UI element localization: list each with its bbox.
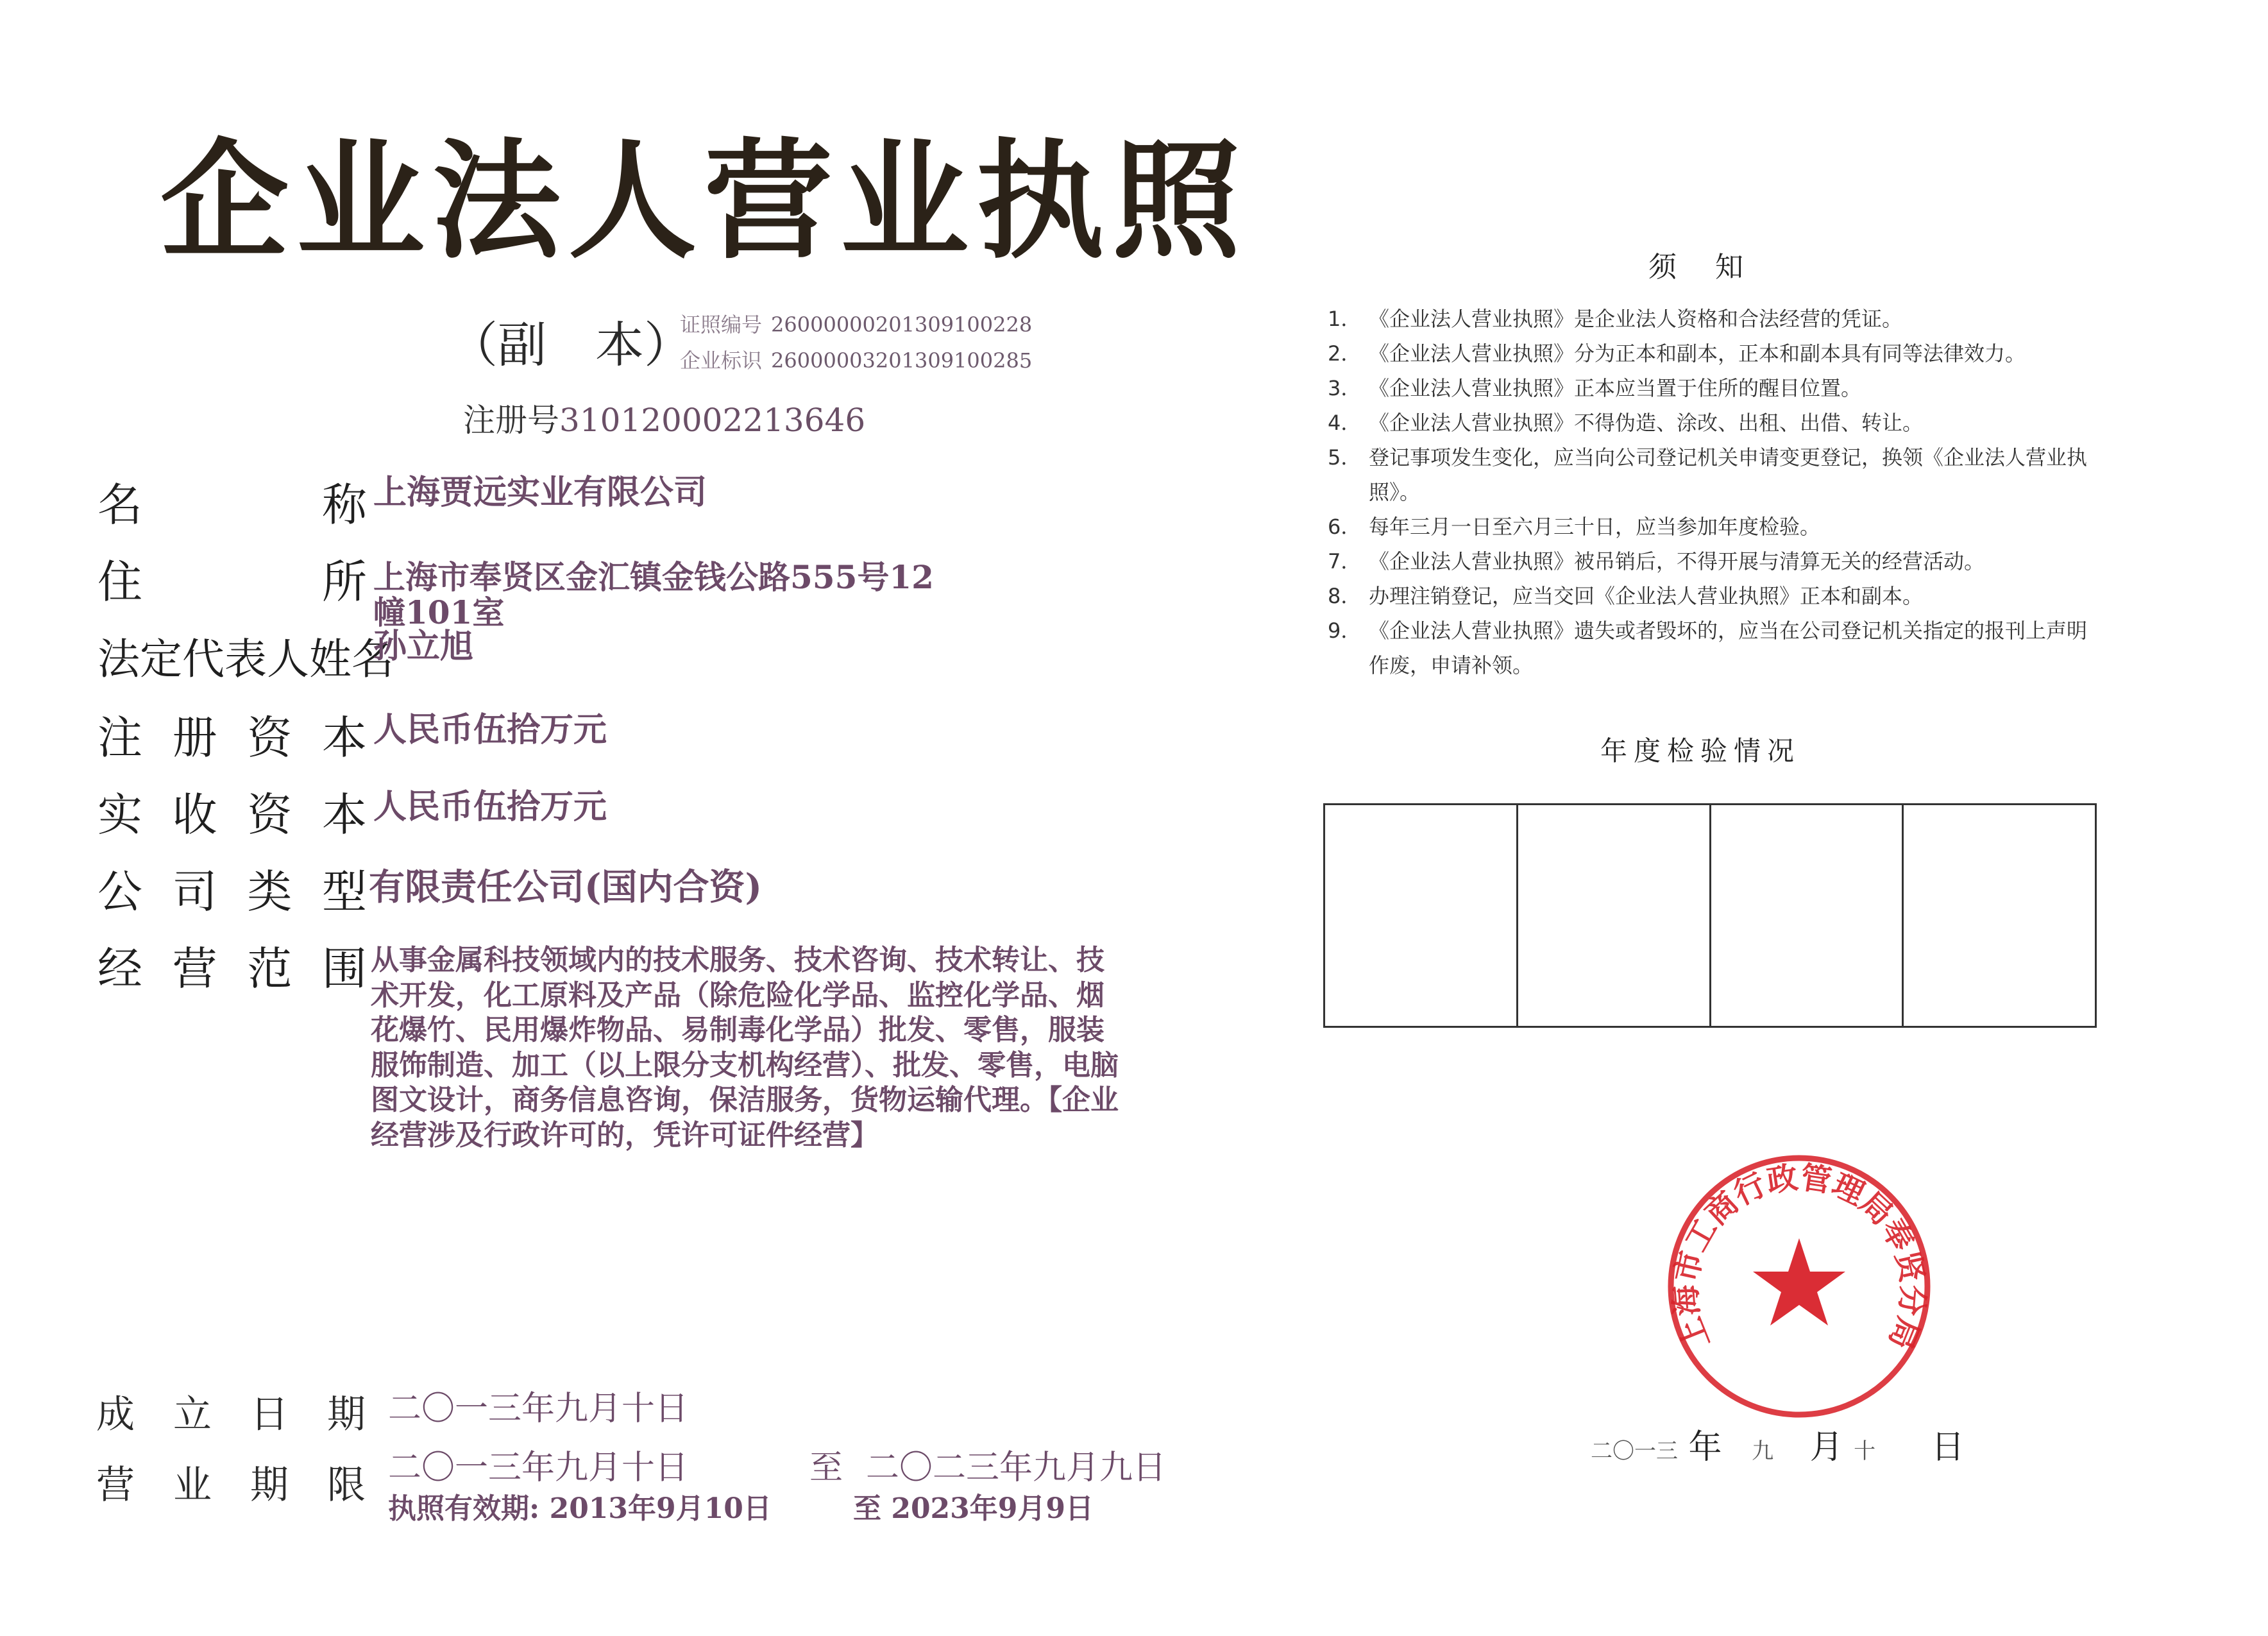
notice-item: 2． 《企业法人营业执照》分为正本和副本，正本和副本具有同等法律效力。 xyxy=(1328,341,2026,366)
notice-item: 5． 登记事项发生变化，应当向公司登记机关申请变更登记，换领《企业法人营业执照》。 xyxy=(1328,445,2088,504)
annual-inspection-cell xyxy=(1518,805,1711,1026)
established-date-value: 二〇一三年九月十日 xyxy=(388,1390,689,1428)
certificate-number xyxy=(680,314,1032,335)
paid-capital-value: 人民币伍拾万元 xyxy=(373,787,607,826)
notice-item: 8． 办理注销登记，应当交回《企业法人营业执照》正本和副本。 xyxy=(1328,584,1924,608)
notice-title: 须知 xyxy=(1648,251,1782,284)
license-validity xyxy=(388,1492,772,1525)
registered-capital-value: 人民币伍拾万元 xyxy=(373,710,607,749)
certificate-number-label: 证照编号 xyxy=(680,312,763,337)
license-validity-label: 执照有效期: xyxy=(388,1492,540,1525)
notice-item: 1． 《企业法人营业执照》是企业法人资格和合法经营的凭证。 xyxy=(1328,307,1903,331)
license-validity-to: 2023年9月9日 xyxy=(891,1492,1094,1525)
annual-inspection-title: 年度检验情况 xyxy=(1600,735,1801,767)
enterprise-id xyxy=(680,350,1032,371)
notice-item: 7． 《企业法人营业执照》被吊销后，不得开展与清算无关的经营活动。 xyxy=(1328,549,1985,574)
annual-inspection-cell xyxy=(1904,805,2095,1026)
paid-capital-label: 实 收 资 本 xyxy=(97,788,367,841)
company-type-value: 有限责任公司(国内合资) xyxy=(369,866,762,908)
official-seal xyxy=(1661,1148,1937,1424)
issue-year-char: 年 xyxy=(1688,1428,1722,1467)
certificate-number-value: 26000000201309100228 xyxy=(771,312,1033,337)
notice-item: 4． 《企业法人营业执照》不得伪造、涂改、出租、出借、转让。 xyxy=(1328,411,1924,435)
name-label: 名 称 xyxy=(97,479,367,531)
registration-number-value: 310120002213646 xyxy=(559,402,866,439)
business-term-to-word: 至 xyxy=(809,1449,843,1487)
notice-item: 6． 每年三月一日至六月三十日，应当参加年度检验。 xyxy=(1328,515,1821,539)
enterprise-id-value: 26000003201309100285 xyxy=(771,348,1033,373)
business-scope-label: 经 营 范 围 xyxy=(97,942,367,995)
business-term-from: 二〇一三年九月十日 xyxy=(388,1449,689,1487)
business-scope-value: 从事金属科技领域内的技术服务、技术咨询、技术转让、技术开发，化工原料及产品（除危险化学品、监控化学品、烟花爆竹、民用爆炸物品、易制毒化学品）批发、零售，服装服饰制造、加工（以上限分支机构经营）、批发、零售，电脑图文设计，商务信息咨询，保洁服务，货物运输代理。【企业经营涉及行政许可的，凭许可证件经营】 xyxy=(371,944,1119,1152)
issue-month-char: 月 xyxy=(1809,1428,1843,1467)
notice-item: 9． 《企业法人营业执照》遗失或者毁坏的，应当在公司登记机关指定的报刊上声明作废，申请补领。 xyxy=(1328,618,2088,677)
issue-date xyxy=(1591,1428,1965,1467)
registration-number-label: 注册号 xyxy=(463,402,559,439)
license-validity-end xyxy=(853,1492,1094,1525)
annual-inspection-cell xyxy=(1325,805,1518,1026)
annual-inspection-cell xyxy=(1711,805,1904,1026)
registered-capital-label: 注 册 资 本 xyxy=(97,711,367,764)
issue-month-number: 九 xyxy=(1752,1438,1774,1464)
enterprise-id-label: 企业标识 xyxy=(680,348,763,373)
established-date-label: 成 立 日 期 xyxy=(96,1392,366,1437)
address-label: 住 所 xyxy=(97,556,367,608)
seal-text: 上海市工商行政管理局奉贤分局 xyxy=(1667,1159,1931,1354)
copy-label: （副 本） xyxy=(449,316,693,373)
business-term-to: 二〇二三年九月九日 xyxy=(866,1449,1167,1487)
company-type-label: 公 司 类 型 xyxy=(97,865,367,918)
notice-item: 3． 《企业法人营业执照》正本应当置于住所的醒目位置。 xyxy=(1328,376,1862,400)
issue-day-number: 十 xyxy=(1854,1438,1876,1464)
annual-inspection-table xyxy=(1323,803,2097,1028)
registration-number xyxy=(463,402,866,439)
issue-day-char: 日 xyxy=(1931,1428,1965,1467)
business-term-label: 营 业 期 限 xyxy=(96,1463,366,1508)
document-title: 企业法人营业执照 xyxy=(160,127,1249,277)
seal-star-icon xyxy=(1753,1238,1845,1325)
notice-list xyxy=(1328,302,2097,683)
address-value: 上海市奉贤区金汇镇金钱公路555号12幢101室 xyxy=(373,558,934,631)
legal-representative-value: 孙立旭 xyxy=(373,627,474,666)
issue-year-number: 二〇一三 xyxy=(1591,1438,1678,1464)
company-name-value: 上海贾远实业有限公司 xyxy=(373,473,707,512)
license-validity-to-word: 至 xyxy=(853,1492,881,1525)
legal-representative-label: 法定代表人姓名 xyxy=(97,635,394,684)
license-validity-from: 2013年9月10日 xyxy=(549,1492,772,1525)
